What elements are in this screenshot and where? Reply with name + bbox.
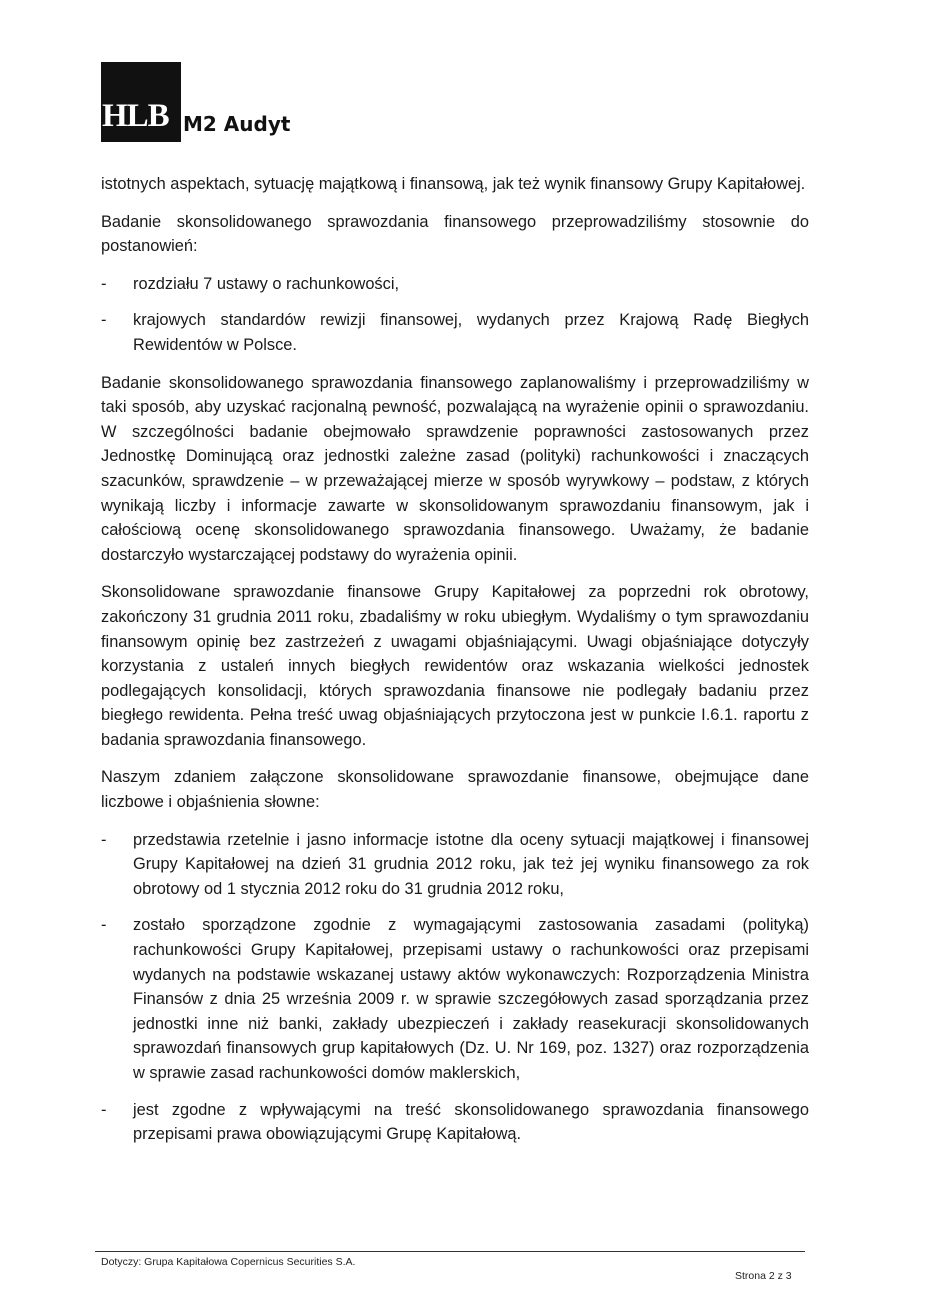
list-item-text: jest zgodne z wpływającymi na treść skonsolidowanego sprawozdania finansowego przepisami prawa obowiązującymi Grupę Kapitałową. xyxy=(133,1100,809,1144)
list-item xyxy=(101,828,809,902)
list-item-text: przedstawia rzetelnie i jasno informacje istotne dla oceny sytuacji majątkowej i finansowej Grupy Kapitałowej na dzień 31 grudnia 2012 roku, jak też jej wyniku finansowego za rok obrotowy od 1 stycznia 2012 roku do 31 grudnia 2012 roku, xyxy=(133,830,809,898)
dash-list xyxy=(101,828,809,1147)
list-item xyxy=(101,308,809,357)
logo-company-name: M2 Audyt xyxy=(183,112,291,136)
dash-marker: - xyxy=(101,311,107,330)
dash-list xyxy=(101,272,809,358)
footer-subject: Dotyczy: Grupa Kapitałowa Copernicus Securities S.A. xyxy=(101,1256,356,1268)
list-item-text: zostało sporządzone zgodnie z wymagającymi zastosowania zasadami (polityką) rachunkowości Grupy Kapitałowej, przepisami ustawy o rachunkowości oraz przepisami wydanych na podstawie wskazanej ustawy aktów wykonawczych: Rozporządzenia Ministra Finansów z dnia 25 września 2009 r. w sprawie szczegółowych zasad sporządzania przez jednostki inne niż banki, zakłady ubezpieczeń i zakłady reasekuracji skonsolidowanych sprawozdań finansowych grup kapitałowych (Dz. U. Nr 169, poz. 1327) oraz rozporządzenia w sprawie zasad rachunkowości domów maklerskich, xyxy=(133,916,809,1082)
list-item xyxy=(101,1098,809,1147)
dash-marker: - xyxy=(101,916,107,935)
list-item-text: krajowych standardów rewizji finansowej, wydanych przez Krajową Radę Biegłych Rewidentów w Polsce. xyxy=(133,311,809,354)
paragraph: Skonsolidowane sprawozdanie finansowe Grupy Kapitałowej za poprzedni rok obrotowy, zakończony 31 grudnia 2011 roku, zbadaliśmy w roku ubiegłym. Wydaliśmy o tym sprawozdaniu finansowym opinię bez zastrzeżeń z uwagami objaśniającymi. Uwagi objaśniające dotyczyły korzystania z ustaleń innych biegłych rewidentów oraz wskazania wielkości jednostek podlegających konsolidacji, których sprawozdania finansowe nie podlegały badaniu przez biegłego rewidenta. Pełna treść uwag objaśniających przytoczona jest w punkcie I.6.1. raportu z badania sprawozdania finansowego. xyxy=(101,583,809,749)
dash-marker: - xyxy=(101,830,107,849)
page-number: Strona 2 z 3 xyxy=(735,1270,792,1282)
footer-divider xyxy=(95,1251,805,1252)
list-item xyxy=(101,272,809,297)
paragraph: Badanie skonsolidowanego sprawozdania finansowego przeprowadziliśmy stosownie do postanowień: xyxy=(101,212,809,256)
dash-marker: - xyxy=(101,274,107,293)
list-item xyxy=(101,913,809,1085)
paragraph: istotnych aspektach, sytuację majątkową i finansową, jak też wynik finansowy Grupy Kapitałowej. xyxy=(101,175,806,193)
logo-mark-text: HLB xyxy=(102,98,169,134)
document-body xyxy=(101,172,809,1160)
dash-marker: - xyxy=(101,1100,107,1119)
logo-mark-box xyxy=(101,62,181,142)
list-item-text: rozdziału 7 ustawy o rachunkowości, xyxy=(133,274,400,293)
paragraph: Naszym zdaniem załączone skonsolidowane sprawozdanie finansowe, obejmujące dane liczbowe i objaśnienia słowne: xyxy=(101,768,809,812)
paragraph: Badanie skonsolidowanego sprawozdania finansowego zaplanowaliśmy i przeprowadziliśmy w taki sposób, aby uzyskać racjonalną pewność, pozwalającą na wyrażenie opinii o sprawozdaniu. W szczególności badanie obejmowało sprawdzenie poprawności zastosowanych przez Jednostkę Dominującą oraz jednostki zależne zasad (polityki) rachunkowości i znaczących szacunków, sprawdzenie – w przeważającej mierze w sposób wyrywkowy – podstaw, z których wynikają liczby i informacje zawarte w skonsolidowanym sprawozdaniu finansowym, jak i całościową ocenę skonsolidowanego sprawozdania finansowego. Uważamy, że badanie dostarczyło wystarczającej podstawy do wyrażenia opinii. xyxy=(101,373,809,564)
